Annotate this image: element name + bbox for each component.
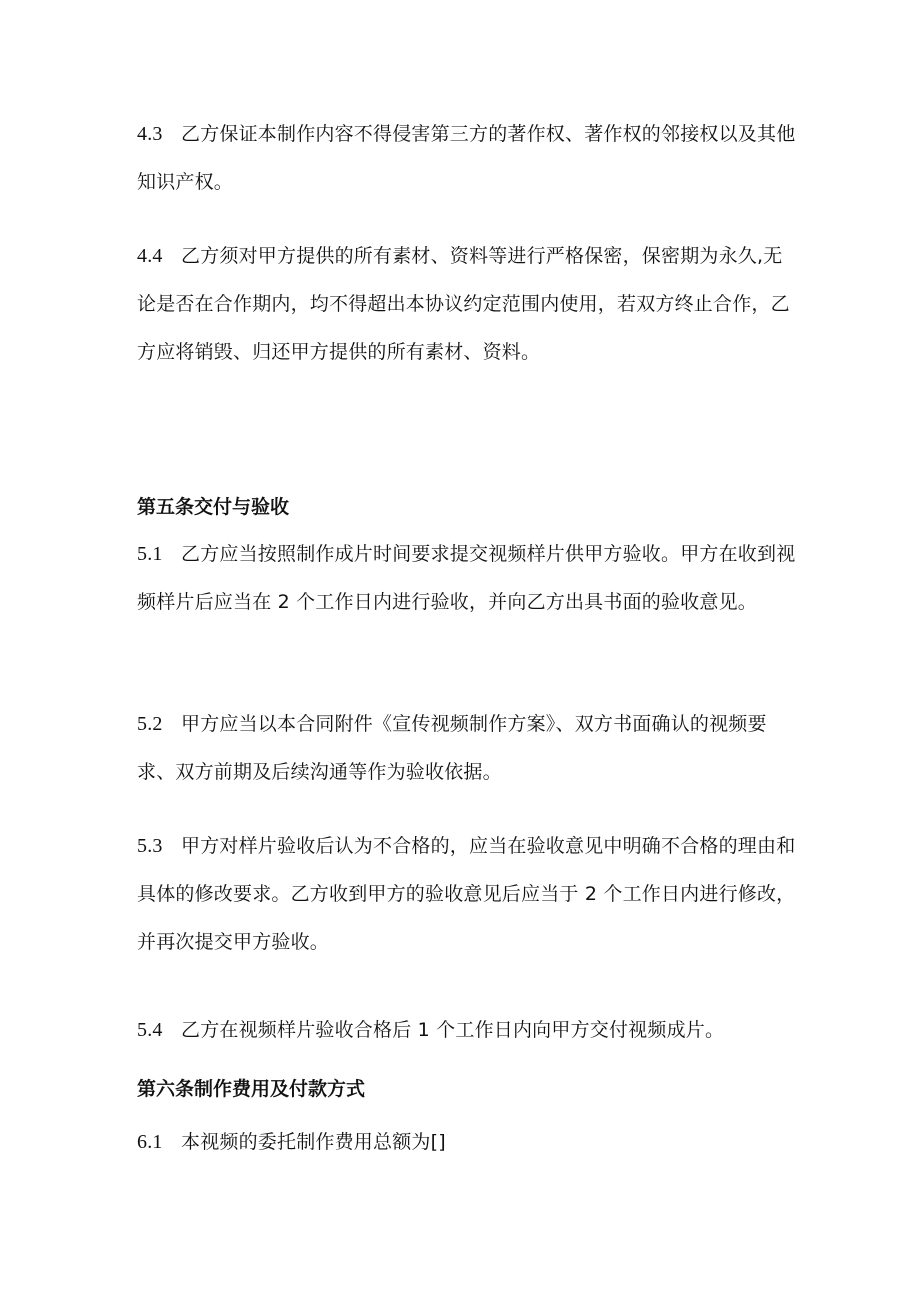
clause-text: 甲方应当以本合同附件《宣传视频制作方案》、双方书面确认的视频要求、双方前期及后续沟通等作为验收依据。 [137, 713, 767, 783]
clause-text: 本视频的委托制作费用总额为[] [181, 1131, 446, 1153]
section-heading-6: 第六条制作费用及付款方式 [137, 1078, 366, 1100]
clause-text: 甲方对样片验收后认为不合格的，应当在验收意见中明确不合格的理由和具体的修改要求。乙方收到甲方的验收意见后应当于 2 个工作日内进行修改，并再次提交甲方验收。 [137, 835, 796, 953]
clause-5-2 [137, 700, 797, 796]
clause-number: 4.4 [137, 245, 163, 267]
clause-number: 5.4 [137, 1019, 163, 1041]
clause-text: 乙方在视频样片验收合格后 1 个工作日内向甲方交付视频成片。 [181, 1019, 725, 1041]
clause-number: 5.3 [137, 835, 163, 857]
clause-4-3 [137, 110, 797, 206]
clause-5-4 [137, 1006, 797, 1054]
clause-number: 6.1 [137, 1131, 163, 1153]
clause-5-1 [137, 530, 797, 626]
clause-number: 5.1 [137, 543, 163, 565]
clause-text: 乙方应当按照制作成片时间要求提交视频样片供甲方验收。甲方在收到视频样片后应当在 2 个工作日内进行验收，并向乙方出具书面的验收意见。 [137, 543, 796, 613]
clause-6-1 [137, 1118, 797, 1166]
clause-4-4 [137, 232, 797, 376]
section-heading-5: 第五条交付与验收 [137, 496, 290, 518]
clause-number: 5.2 [137, 713, 163, 735]
clause-5-3 [137, 822, 797, 966]
clause-number: 4.3 [137, 123, 163, 145]
clause-text: 乙方须对甲方提供的所有素材、资料等进行严格保密，保密期为永久,无论是否在合作期内，均不得超出本协议约定范围内使用，若双方终止合作，乙方应将销毁、归还甲方提供的所有素材、资料。 [137, 245, 790, 363]
clause-text: 乙方保证本制作内容不得侵害第三方的著作权、著作权的邻接权以及其他知识产权。 [137, 123, 796, 193]
